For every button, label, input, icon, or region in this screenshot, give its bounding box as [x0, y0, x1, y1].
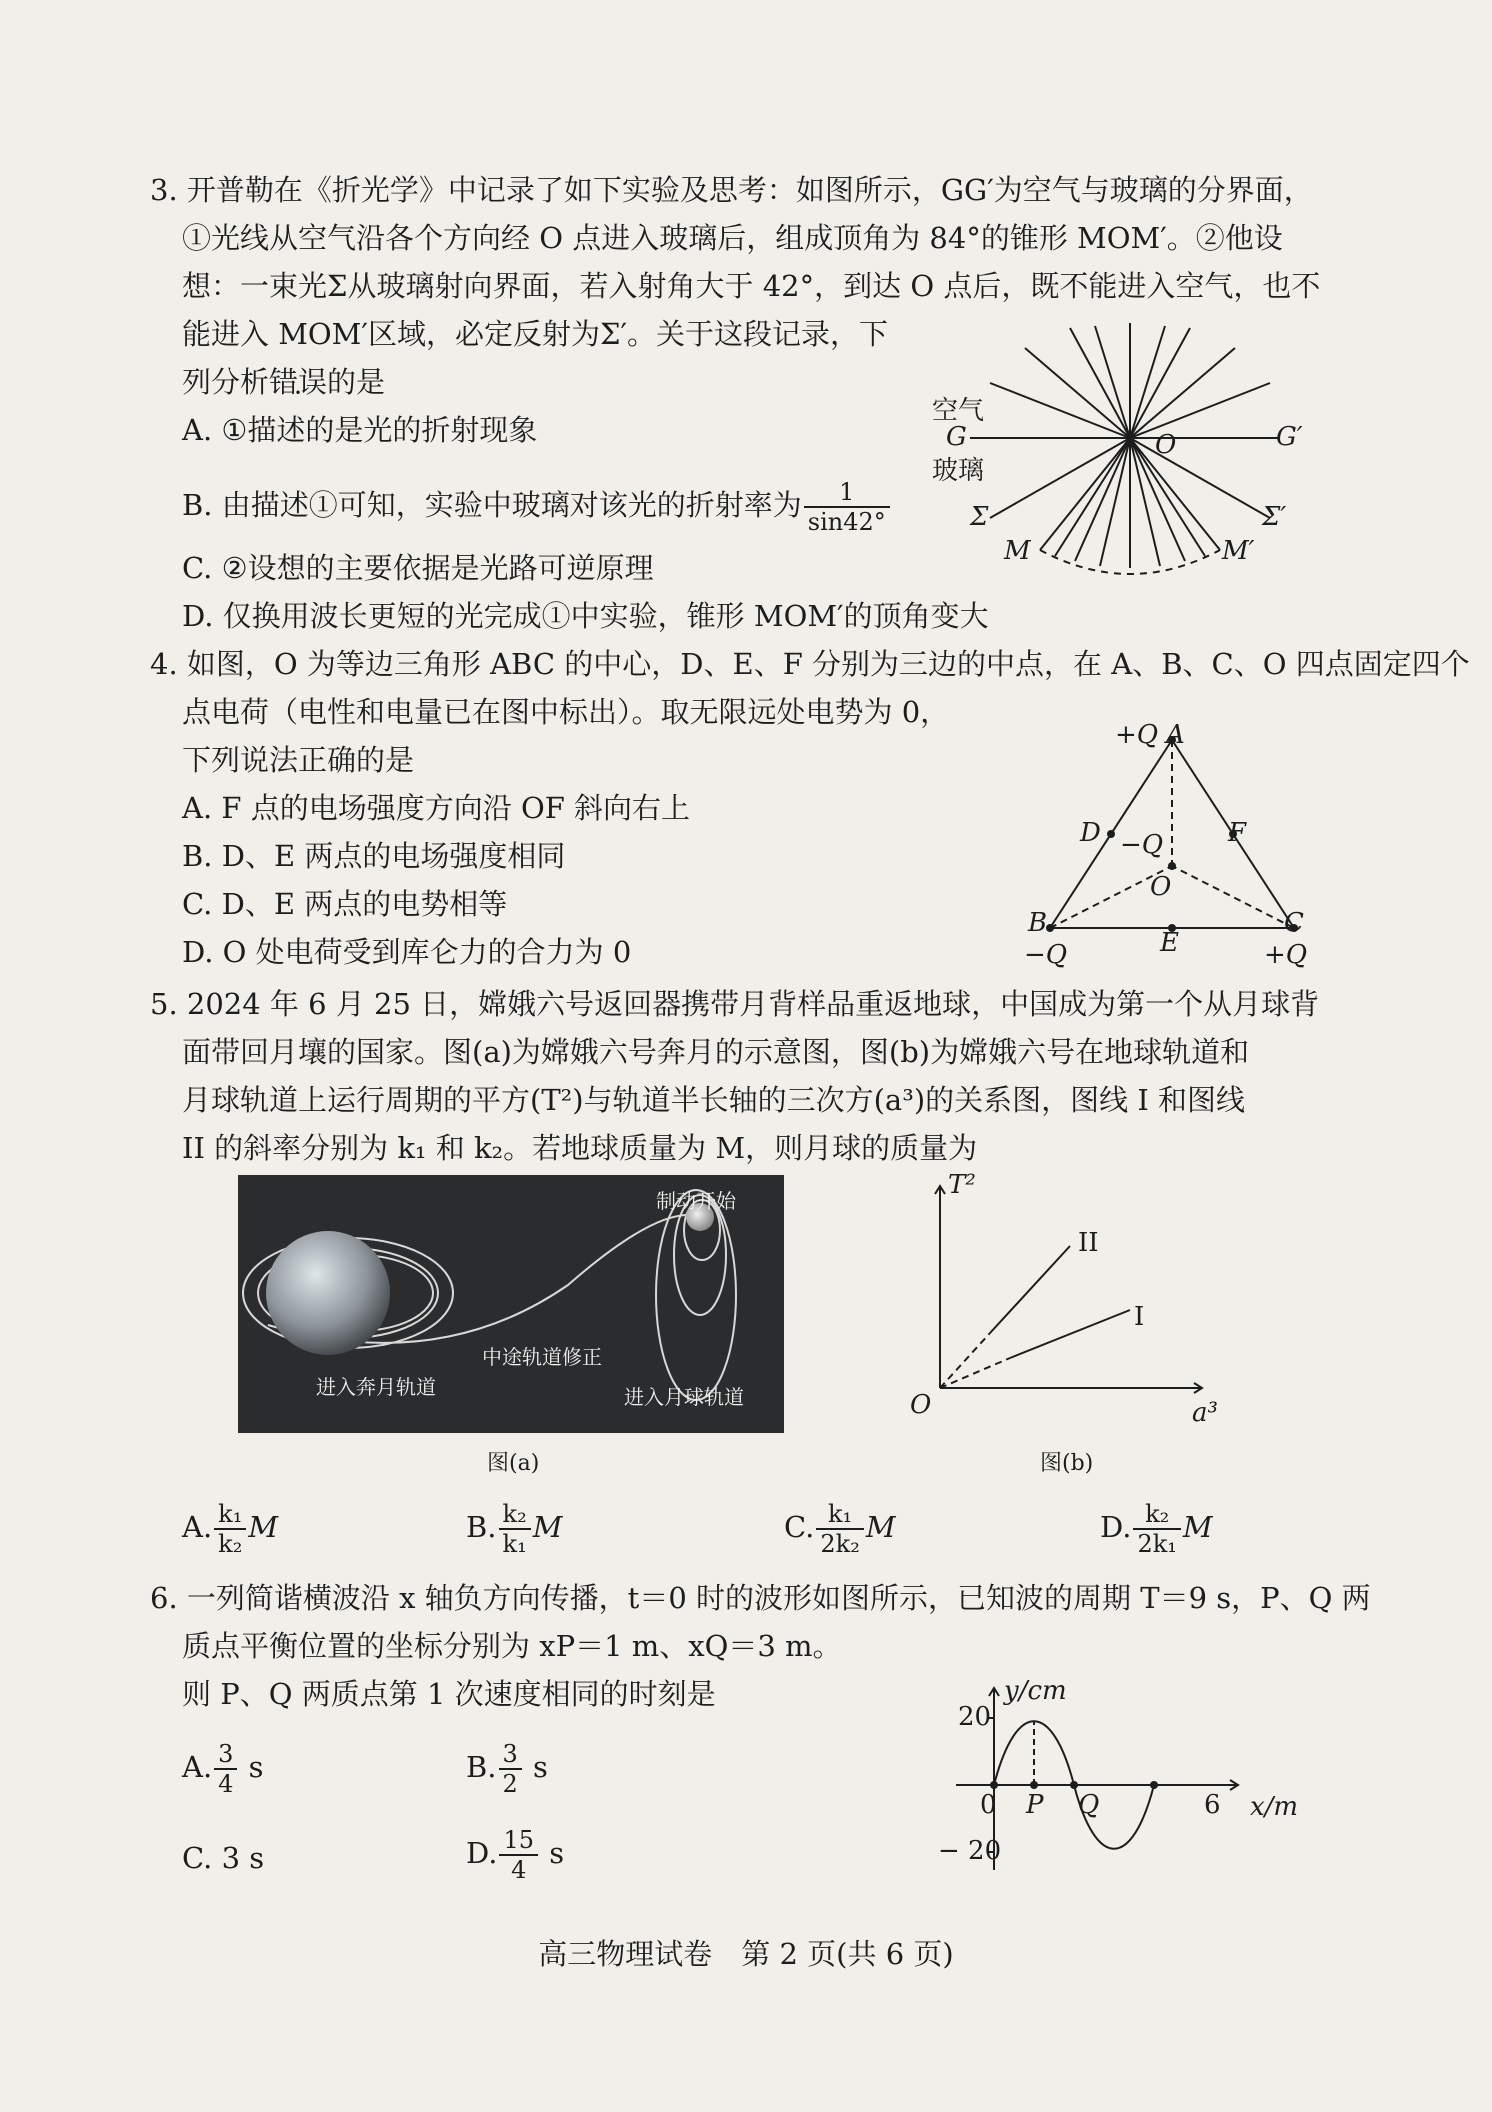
q4-option-b: B. D、E 两点的电场强度相同 — [182, 839, 566, 873]
q5-line-1: 5. 2024 年 6 月 25 日，嫦娥六号返回器携带月背样品重返地球，中国成为第一个从月球背 — [150, 987, 1320, 1021]
q6-line-1: 6. 一列简谐横波沿 x 轴负方向传播，t＝0 时的波形如图所示，已知波的周期 T＝9 s，P、Q 两 — [150, 1581, 1371, 1615]
frac-denominator: k₁ — [502, 1530, 527, 1558]
option-letter: A. — [182, 1510, 213, 1544]
q3-option-b-text: B. 由描述①可知，实验中玻璃对该光的折射率为 — [182, 488, 802, 522]
q6-graph-y-bottom: − 20 — [938, 1836, 1002, 1866]
q6-graph-ylabel: y/cm — [1004, 1676, 1067, 1706]
frac-numerator: k₂ — [1133, 1500, 1180, 1530]
q5-option-d — [1100, 1500, 1213, 1558]
q6-option-d — [466, 1826, 564, 1884]
frac-numerator: k₁ — [214, 1500, 246, 1530]
q5-line-2: 面带回月壤的国家。图(a)为嫦娥六号奔月的示意图，图(b)为嫦娥六号在地球轨道和 — [182, 1035, 1250, 1069]
q5-graph-b — [910, 1178, 1210, 1418]
q6-option-b — [466, 1740, 548, 1798]
q4-label-C: C — [1284, 908, 1304, 938]
q3-label-G-prime: G′ — [1276, 422, 1303, 452]
q5-option-b — [466, 1500, 562, 1558]
dashed-co — [1172, 866, 1294, 928]
q5-graph-ylabel: T² — [948, 1170, 976, 1200]
frac-denominator: 2k₂ — [820, 1530, 860, 1558]
frac-denominator: 4 — [218, 1770, 234, 1798]
option-letter: D. — [466, 1836, 498, 1870]
q5-caption-a: 图(a) — [487, 1451, 540, 1476]
sigma-prime-ray — [1130, 438, 1270, 518]
q4-label-O: O — [1150, 872, 1172, 902]
q3-option-b-fraction — [804, 478, 890, 536]
q5-chang-e-photo — [238, 1175, 784, 1433]
q4-option-a: A. F 点的电场强度方向沿 OF 斜向右上 — [182, 791, 691, 825]
q3-label-M: M — [1004, 536, 1031, 566]
label-enter-lunar-orbit: 进入月球轨道 — [624, 1385, 744, 1409]
frac-numerator: 15 — [499, 1826, 538, 1856]
option-unit: s — [248, 1750, 264, 1784]
q3-option-c: C. ②设想的主要依据是光路可逆原理 — [182, 551, 654, 585]
q5-option-a — [182, 1500, 278, 1558]
earth-icon — [266, 1231, 390, 1355]
frac-denominator: 2k₁ — [1137, 1530, 1177, 1558]
q6-graph-y-top: 20 — [958, 1702, 992, 1732]
q4-label-B: B — [1028, 908, 1048, 938]
q4-label-charge-B: −Q — [1024, 940, 1068, 970]
label-enter-transfer-orbit: 进入奔月轨道 — [316, 1375, 436, 1399]
q3-option-d: D. 仅换用波长更短的光完成①中实验，锥形 MOM′的顶角变大 — [182, 599, 989, 633]
q4-label-E: E — [1160, 928, 1179, 958]
q6-graph-Q: Q — [1078, 1790, 1100, 1820]
q3-line-1: 3. 开普勒在《折光学》中记录了如下实验及思考：如图所示，GG′为空气与玻璃的分界面， — [150, 173, 1313, 207]
q5-graph-label-I: I — [1134, 1302, 1145, 1332]
q3-label-O: O — [1155, 430, 1177, 460]
q3-line-3: 想：一束光Σ从玻璃射向界面，若入射角大于 42°，到达 O 点后，既不能进入空气，也不 — [182, 269, 1321, 303]
q3-label-glass: 玻璃 — [932, 456, 985, 486]
q4-option-c: C. D、E 两点的电势相等 — [182, 887, 508, 921]
frac-numerator: 1 — [804, 478, 890, 508]
q6-graph-zero: 0 — [980, 1790, 997, 1820]
q3-label-G: G — [946, 422, 967, 452]
q3-line-5 — [182, 362, 385, 402]
frac-denominator: 4 — [511, 1856, 527, 1884]
q4-label-charge-O: −Q — [1120, 830, 1164, 860]
frac-numerator: 3 — [499, 1740, 522, 1770]
q4-label-D: D — [1080, 818, 1101, 848]
q4-option-d: D. O 处电荷受到库仑力的合力为 0 — [182, 935, 632, 969]
option-letter: C. — [784, 1510, 815, 1544]
option-unit: s — [533, 1750, 548, 1784]
frac-numerator: k₂ — [499, 1500, 531, 1530]
q4-line-2: 点电荷（电性和电量已在图中标出）。取无限远处电势为 0， — [182, 695, 950, 729]
option-letter: A. — [182, 1750, 213, 1784]
q3-emphasis-wrong: 错误 — [269, 365, 328, 399]
q5-graph-xlabel: a³ — [1192, 1398, 1218, 1428]
q3-line-2: ①光线从空气沿各个方向经 O 点进入玻璃后，组成顶角为 84°的锥形 MOM′。②他设 — [182, 221, 1283, 255]
option-tail: M — [865, 1510, 896, 1544]
sigma-ray — [990, 438, 1130, 518]
q4-label-charge-A: +Q — [1115, 720, 1159, 750]
q3-option-b — [182, 478, 892, 536]
q5-caption-b: 图(b) — [1040, 1451, 1094, 1476]
frac-denominator: sin42° — [807, 508, 886, 536]
q4-label-F: F — [1228, 818, 1247, 848]
q5-graph-origin: O — [910, 1390, 932, 1420]
frac-denominator: k₂ — [218, 1530, 243, 1558]
option-letter: B. — [466, 1510, 497, 1544]
q4-line-3: 下列说法正确的是 — [182, 743, 415, 777]
q3-label-air: 空气 — [932, 396, 985, 426]
q6-graph-xlabel: x/m — [1250, 1792, 1299, 1822]
option-tail: M — [248, 1510, 279, 1544]
q3-line-5-a: 列分析 — [182, 365, 270, 399]
q6-line-2: 质点平衡位置的坐标分别为 xP＝1 m、xQ＝3 m。 — [182, 1629, 842, 1663]
frac-numerator: 3 — [214, 1740, 237, 1770]
frac-numerator: k₁ — [816, 1500, 863, 1530]
option-tail: M — [532, 1510, 563, 1544]
q5-graph-label-II: II — [1078, 1228, 1099, 1258]
q5-line-3: 月球轨道上运行周期的平方(T²)与轨道半长轴的三次方(a³)的关系图，图线 I 和图线 — [182, 1083, 1246, 1117]
label-brake-start: 制动开始 — [656, 1189, 736, 1213]
q5-line-4: II 的斜率分别为 k₁ 和 k₂。若地球质量为 M，则月球的质量为 — [182, 1131, 978, 1165]
q3-option-a: A. ①描述的是光的折射现象 — [182, 413, 538, 447]
q3-label-M-prime: M′ — [1222, 536, 1255, 566]
q6-graph-P: P — [1026, 1790, 1044, 1820]
q3-line-5-c: 的是 — [327, 365, 386, 399]
q6-line-3: 则 P、Q 两质点第 1 次速度相同的时刻是 — [182, 1677, 716, 1711]
q5-option-c — [784, 1500, 896, 1558]
q3-label-sigma: Σ — [970, 502, 989, 532]
page-footer: 高三物理试卷 第 2 页(共 6 页) — [538, 1937, 954, 1971]
option-unit: s — [549, 1836, 565, 1870]
line-II — [990, 1246, 1070, 1333]
option-letter: B. — [466, 1750, 497, 1784]
line-I — [1010, 1310, 1130, 1358]
label-midcourse-correction: 中途轨道修正 — [482, 1345, 602, 1369]
option-letter: D. — [1100, 1510, 1132, 1544]
q3-label-sigma-prime: Σ′ — [1262, 502, 1287, 532]
q4-label-A: A — [1166, 720, 1185, 750]
frac-denominator: 2 — [502, 1770, 518, 1798]
q6-option-a — [182, 1740, 264, 1798]
q3-line-4: 能进入 MOM′区域，必定反射为Σ′。关于这段记录，下 — [182, 317, 889, 351]
option-tail: M — [1182, 1510, 1213, 1544]
q4-line-1: 4. 如图，O 为等边三角形 ABC 的中心，D、E、F 分别为三边的中点，在 A、B、C、O 四点固定四个 — [150, 647, 1470, 681]
q4-label-charge-C: +Q — [1264, 940, 1308, 970]
q6-option-c: C. 3 s — [182, 1841, 265, 1875]
q6-graph-six: 6 — [1204, 1790, 1221, 1820]
